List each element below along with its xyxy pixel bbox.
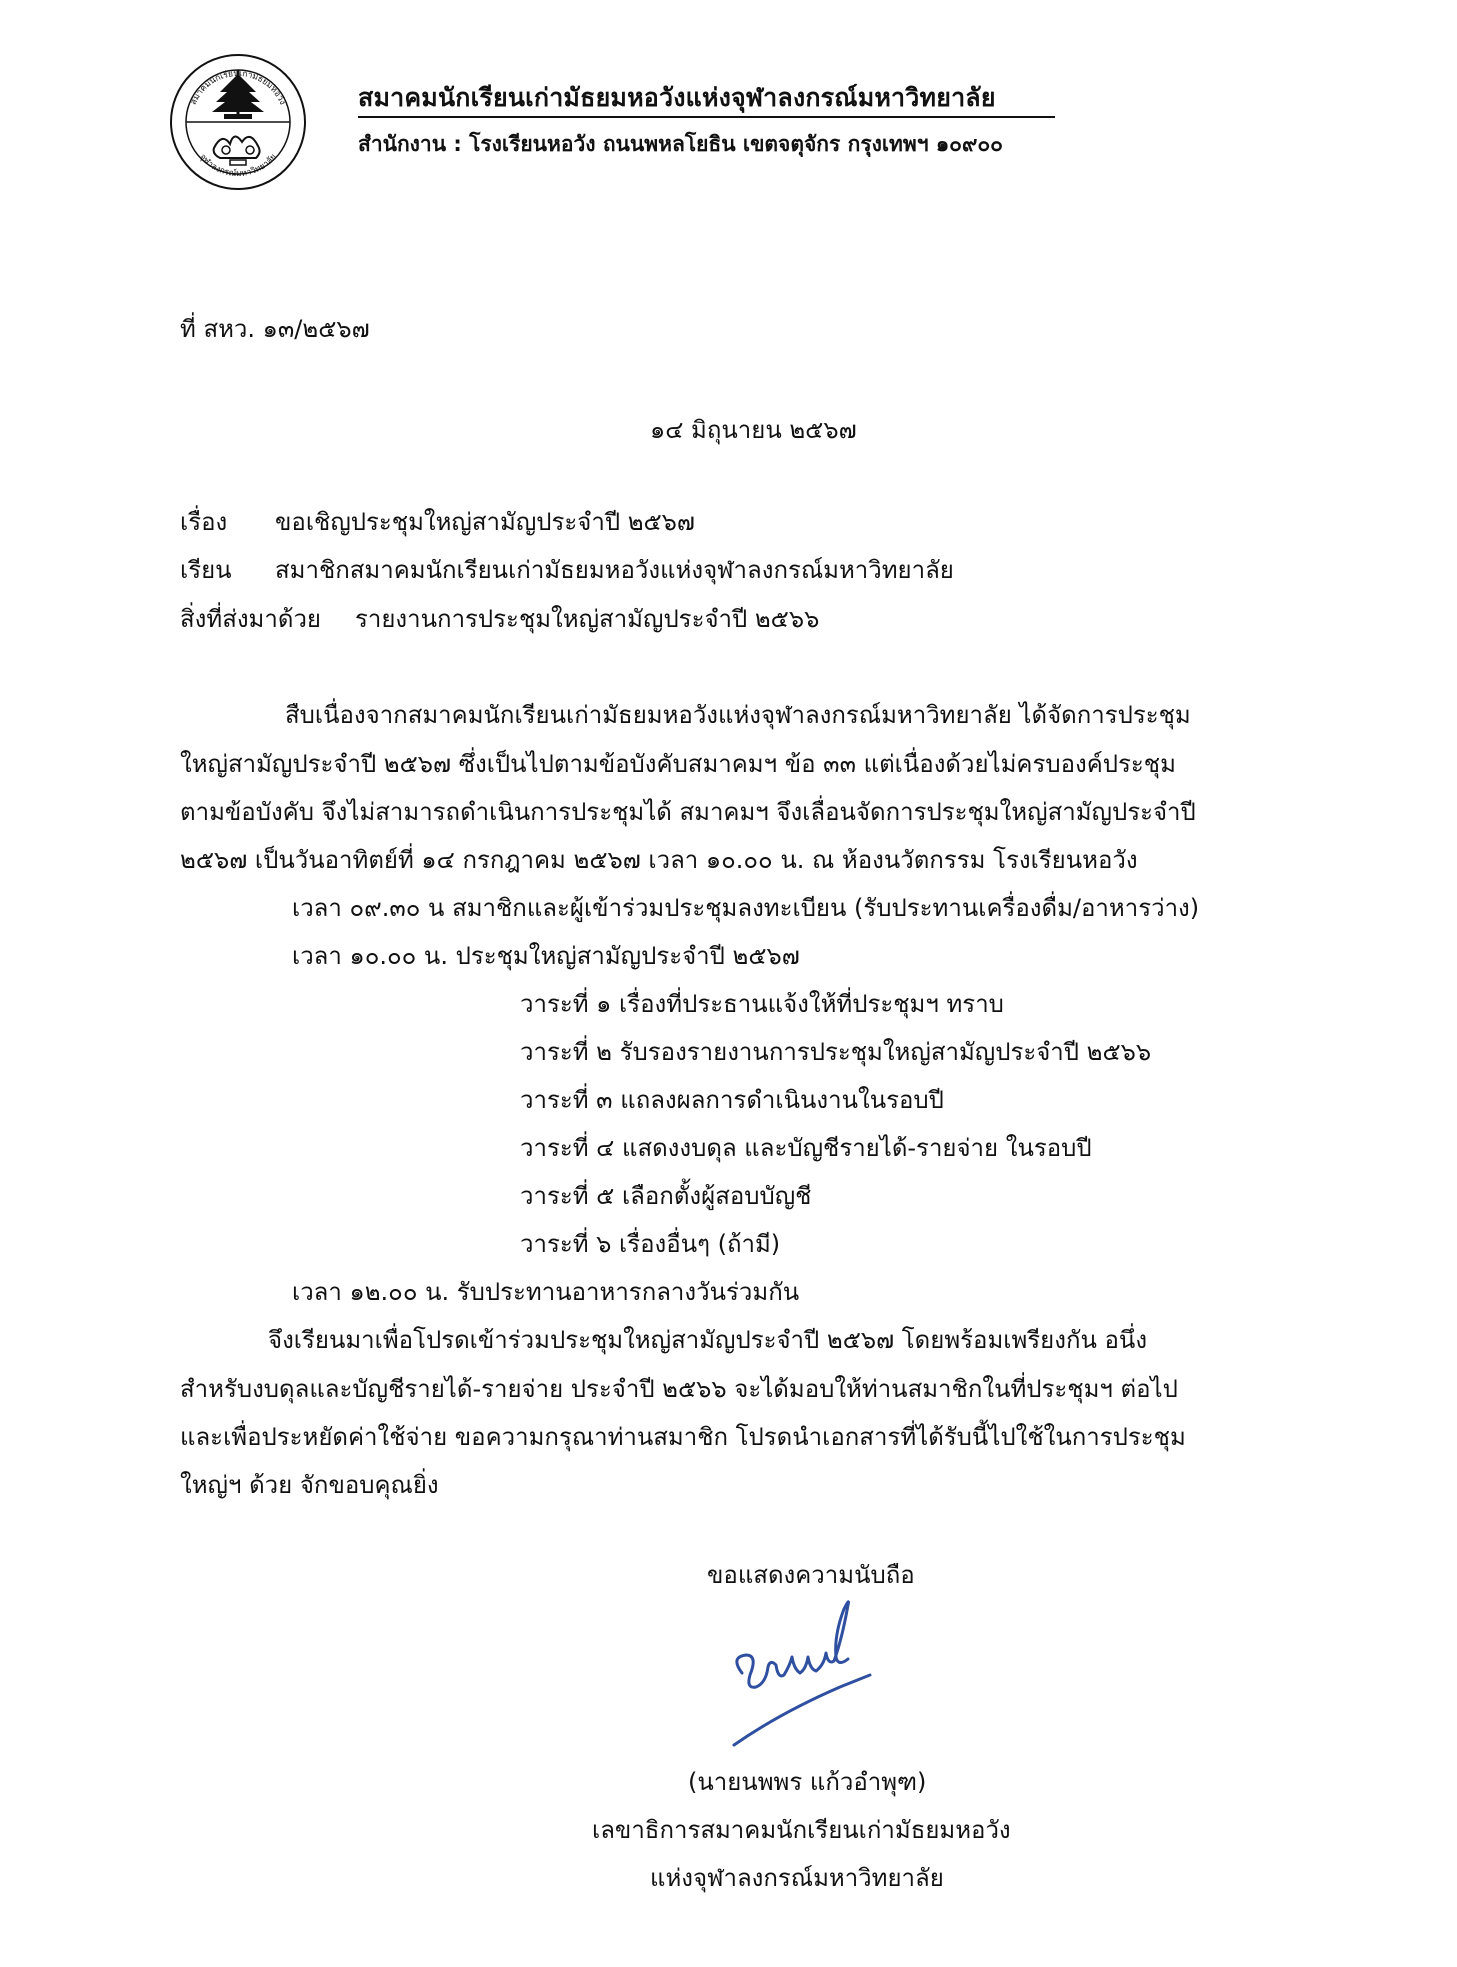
svg-text:จุฬาลงกรณ์มหาวิทยาลัย: จุฬาลงกรณ์มหาวิทยาลัย — [197, 152, 279, 180]
paragraph-line: จึงเรียนมาเพื่อโปรดเข้าร่วมประชุมใหญ่สามัญประจำปี ๒๕๖๗ โดยพร้อมเพรียงกัน อนึ่ง — [268, 1326, 1148, 1354]
subject-value: ขอเชิญประชุมใหญ่สามัญประจำปี ๒๕๖๗ — [275, 508, 695, 536]
organization-name: สมาคมนักเรียนเก่ามัธยมหอวังแห่งจุฬาลงกรณ์มหาวิทยาลัย — [358, 83, 996, 112]
signer-title: แห่งจุฬาลงกรณ์มหาวิทยาลัย — [650, 1864, 944, 1892]
paragraph-line: สืบเนื่องจากสมาคมนักเรียนเก่ามัธยมหอวังแห่งจุฬาลงกรณ์มหาวิทยาลัย ได้จัดการประชุม — [285, 701, 1191, 729]
paragraph-line: ใหญ่ฯ ด้วย จักขอบคุณยิ่ง — [180, 1471, 439, 1499]
agenda-item: วาระที่ ๑ เรื่องที่ประธานแจ้งให้ที่ประชุมฯ ทราบ — [520, 990, 1004, 1018]
paragraph-line: สำหรับงบดุลและบัญชีรายได้-รายจ่าย ประจำปี ๒๕๖๖ จะได้มอบให้ท่านสมาชิกในที่ประชุมฯ ต่อไป — [180, 1375, 1178, 1403]
signer-title: เลขาธิการสมาคมนักเรียนเก่ามัธยมหอวัง — [592, 1816, 1011, 1844]
recipient-value: สมาชิกสมาคมนักเรียนเก่ามัธยมหอวังแห่งจุฬาลงกรณ์มหาวิทยาลัย — [275, 556, 954, 584]
enclosure-label: สิ่งที่ส่งมาด้วย — [180, 605, 321, 633]
agenda-item: วาระที่ ๓ แถลงผลการดำเนินงานในรอบปี — [520, 1086, 944, 1114]
reference-number: ที่ สหว. ๑๓/๒๕๖๗ — [180, 315, 370, 343]
paragraph-line: ใหญ่สามัญประจำปี ๒๕๖๗ ซึ่งเป็นไปตามข้อบังคับสมาคมฯ ข้อ ๓๓ แต่เนื่องด้วยไม่ครบองค์ประชุม — [180, 750, 1176, 778]
paragraph-line: และเพื่อประหยัดค่าใช้จ่าย ขอความกรุณาท่านสมาชิก โปรดนำเอกสารที่ได้รับนี้ไปใช้ในการประชุม — [180, 1423, 1186, 1451]
svg-text:สมาคมนักเรียนเก่ามัธยมหอวัง: สมาคมนักเรียนเก่ามัธยมหอวัง — [188, 68, 288, 107]
closing-salutation: ขอแสดงความนับถือ — [707, 1561, 915, 1589]
association-seal-icon — [168, 52, 308, 192]
recipient-label: เรียน — [180, 556, 232, 584]
schedule-registration: เวลา ๐๙.๓๐ น สมาชิกและผู้เข้าร่วมประชุมลงทะเบียน (รับประทานเครื่องดื่ม/อาหารว่าง) — [292, 894, 1200, 922]
agenda-item: วาระที่ ๖ เรื่องอื่นๆ (ถ้ามี) — [520, 1230, 781, 1258]
signature-icon — [720, 1595, 890, 1765]
schedule-meeting: เวลา ๑๐.๐๐ น. ประชุมใหญ่สามัญประจำปี ๒๕๖๗ — [292, 942, 800, 970]
organization-address: สำนักงาน : โรงเรียนหอวัง ถนนพหลโยธิน เขตจตุจักร กรุงเทพฯ ๑๐๙๐๐ — [358, 132, 1003, 156]
letterhead-divider — [358, 116, 1055, 118]
letter-date: ๑๔ มิถุนายน ๒๕๖๗ — [650, 416, 857, 444]
enclosure-value: รายงานการประชุมใหญ่สามัญประจำปี ๒๕๖๖ — [355, 605, 820, 633]
signer-name: (นายนพพร แก้วอำพุฑ) — [688, 1768, 927, 1796]
agenda-item: วาระที่ ๒ รับรองรายงานการประชุมใหญ่สามัญประจำปี ๒๕๖๖ — [520, 1038, 1152, 1066]
agenda-item: วาระที่ ๔ แสดงงบดุล และบัญชีรายได้-รายจ่าย ในรอบปี — [520, 1134, 1092, 1162]
paragraph-line: ๒๕๖๗ เป็นวันอาทิตย์ที่ ๑๔ กรกฎาคม ๒๕๖๗ เวลา ๑๐.๐๐ น. ณ ห้องนวัตกรรม โรงเรียนหอวัง — [180, 846, 1138, 874]
agenda-item: วาระที่ ๕ เลือกตั้งผู้สอบบัญชี — [520, 1182, 812, 1210]
paragraph-line: ตามข้อบังคับ จึงไม่สามารถดำเนินการประชุมได้ สมาคมฯ จึงเลื่อนจัดการประชุมใหญ่สามัญประจำปี — [180, 798, 1196, 826]
subject-label: เรื่อง — [180, 508, 228, 536]
schedule-lunch: เวลา ๑๒.๐๐ น. รับประทานอาหารกลางวันร่วมกัน — [292, 1278, 800, 1306]
